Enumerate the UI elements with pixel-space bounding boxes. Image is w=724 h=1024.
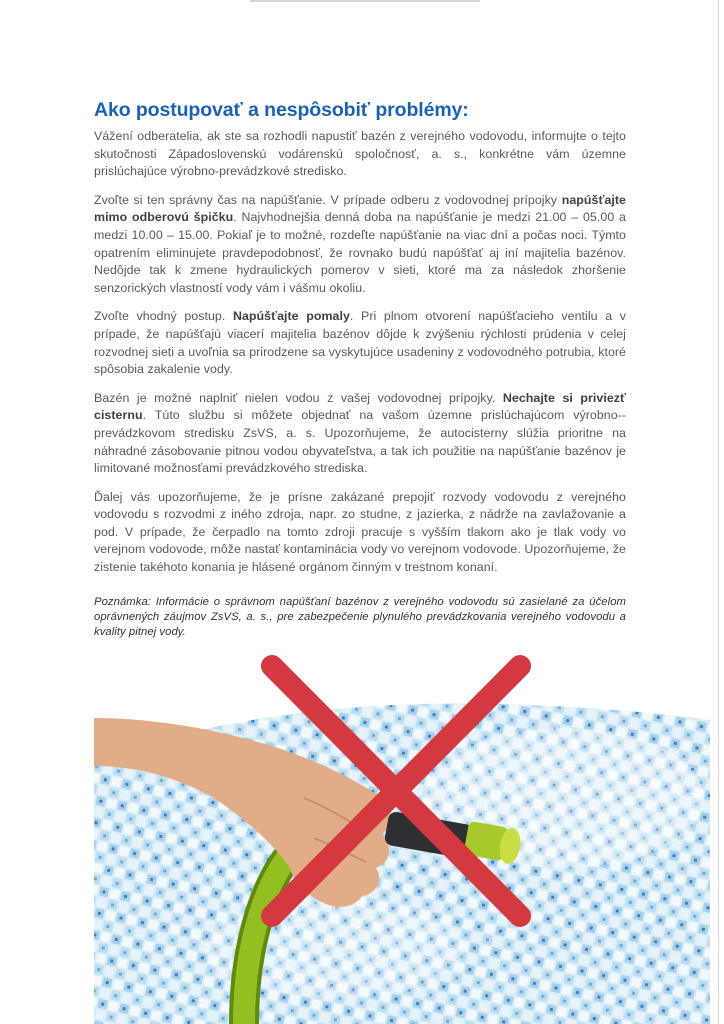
tanker-text-1: Bazén je možné naplniť nielen vodou z vašej vodovodnej prípojky.: [94, 390, 503, 405]
slow-emphasis: Napúšťajte pomaly: [232, 309, 350, 324]
timing-text-2: . Najvhodnejšia denná doba na napúšťanie je medzi 21.00 – 05.00 a medzi 10.00 – 15.00. Pokiaľ je to možné, rozdeľte napúšťanie na viac dní a počas noci. Týmto opatrením eliminujete pravdepodobnosť, že rovnako budú napúšťať aj iní majitelia bazénov. Nedôjde tak k zmene hydraulických pomerov v sieti, ktoré ma za následok zhoršenie senzorických vlastností vody vám i vášmu okoliu.: [94, 210, 626, 295]
paragraph-warning: [94, 489, 626, 577]
slow-text-1: Zvoľte vhodný postup.: [94, 309, 233, 324]
footnote: Poznámka: Informácie o správnom napúšťaní bazénov z verejného vodovodu sú zasielané za účelom oprávnených záujmov ZsVS, a. s., pre zabezpečenie plynulého prevádzkovania verejného vodovodu a kvality pitnej vody.: [94, 595, 626, 639]
paragraph-intro: [94, 128, 626, 181]
paragraph-slow-filling: [94, 308, 626, 378]
article: [94, 98, 626, 652]
timing-emphasis: napúšťajte mimo odberovú špičku: [94, 192, 626, 225]
tanker-text-2: . Túto službu si môžete objednať na vašom územne prislúchajúcom výrobno--prevádzkovom stredisku ZsVS, a. s. Upozorňujeme, že autocisterny slúžia prioritne na náhradné zásobovanie pitnou vodou obyvateľstva, a tak ich použitie na napúšťanie bazénov je limitované možnosťami prevádzkového strediska.: [94, 408, 626, 476]
scan-top-line: [250, 0, 480, 2]
tanker-emphasis: Nechajte si priviezť cisternu: [94, 390, 626, 423]
slow-text-2: . Pri plnom otvorení napúšťacieho ventilu a v prípade, že napúšťajú viacerí majitelia bazénov dôjde k zvýšeniu rýchlosti prúdenia v celej rozvodnej sieti a uvoľnia sa prirodzene sa vyskytujúce usadeniny z vodovodného potrubia, ktoré spôsobia zakalenie vody.: [94, 309, 626, 377]
pool-hose-illustration: [94, 648, 710, 1024]
timing-text-1: Zvoľte si ten správny čas na napúšťanie. V prípade odberu z vodovodnej prípojky: [94, 192, 562, 207]
intro-text: Vážení odberatelia, ak ste sa rozhodli napustiť bazén z verejného vodovodu, informujte o tejto skutočnosti Západoslovenskú vodárenskú spoločnosť, a. s., konkrétne vám územne prislúchajúce výrobno-prevádzkové stredisko.: [94, 129, 626, 179]
paragraph-tanker: [94, 390, 626, 478]
warning-text: Ďalej vás upozorňujeme, že je prísne zakázané prepojiť rozvody vodovodu z verejného vodovodu s rozvodmi z iného zdroja, napr. zo studne, z jazierka, z nádrže na zavlažovanie a pod. V prípade, že čerpadlo na tomto zdroji pracuje s vyšším tlakom ako je tlak vody vo verejnom vodovode, môže nastať kontaminácia vody vo verejnom vodovode. Upozorňujeme, že zistenie takéhoto konania je hlásené orgánom činným v trestnom konaní.: [94, 489, 626, 575]
paragraph-timing: [94, 192, 626, 298]
page-title: Ako postupovať a nespôsobiť problémy:: [94, 99, 469, 121]
